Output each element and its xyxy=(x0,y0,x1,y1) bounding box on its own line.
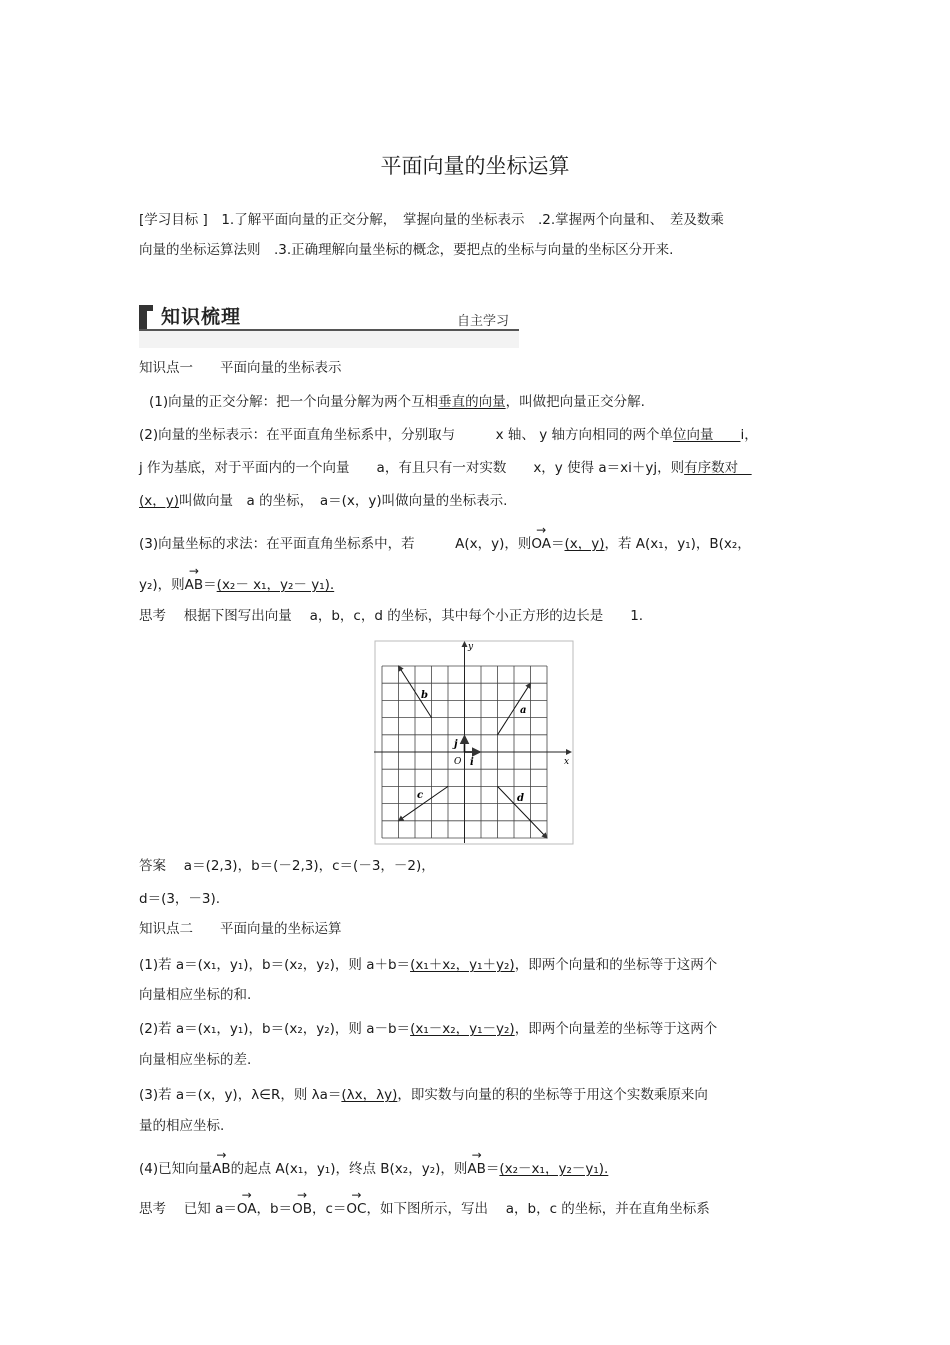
kp1-p2-line3-answer: (x，y) xyxy=(139,493,180,509)
kp2-r3-text-a: (3)若 a＝(x，y)，λ∈R，则 λa＝ xyxy=(139,1087,342,1103)
kp1-p2-line2-answer: 有序数对 xyxy=(684,460,752,476)
vector-d-label: d xyxy=(517,793,524,804)
vector-oc: → OC xyxy=(346,1199,366,1219)
vector-b-label: b xyxy=(421,690,428,701)
vector-ab: → AB xyxy=(185,575,204,595)
think-2-text-a: 思考 已知 a＝ xyxy=(139,1201,237,1217)
kp1-paragraph-2-line-2 xyxy=(139,458,752,478)
vector-ob: → OB xyxy=(292,1199,312,1219)
vector-oa: → OA xyxy=(531,534,551,554)
kp1-p3-line2-eq: ＝ xyxy=(203,577,217,593)
kp1-paragraph-2-line-3 xyxy=(139,491,507,511)
kp1-p3-line2-answer: (x₂－ x₁，y₂－ y₁). xyxy=(216,577,335,593)
think-1-answer-line-2: d＝(3，－3). xyxy=(139,891,221,907)
section-header-title: 知识梳理 xyxy=(161,306,242,328)
kp1-p2-line3-text: 叫做向量 a 的坐标， a＝(x，y)叫做向量的坐标表示. xyxy=(179,493,508,509)
kp2-rule-2-line-1 xyxy=(139,1019,717,1039)
kp2-r4-eq: ＝ xyxy=(485,1161,500,1177)
learning-goals-line-1: [学习目标 ] 1.了解平面向量的正交分解， 掌握向量的坐标表示 .2.掌握两个向量和、 差及数乘 xyxy=(139,212,724,228)
kp2-r4-text-b: 的起点 A(x₁，y₁)，终点 B(x₂，y₂)，则 xyxy=(230,1161,468,1177)
kp2-r4-text-a: (4)已知向量 xyxy=(139,1161,213,1177)
kp2-r2-text-b: ，即两个向量差的坐标等于这两个 xyxy=(514,1021,718,1037)
think-2-text-d: ，如下图所示，写出 a，b，c 的坐标，并在直角坐标系 xyxy=(366,1201,710,1217)
kp2-rule-2-line-2: 向量相应坐标的差. xyxy=(139,1052,252,1068)
think-2-text-b: ，b＝ xyxy=(256,1201,293,1217)
kp1-paragraph-3-line-1 xyxy=(139,534,751,554)
kp1-paragraph-2-line-1 xyxy=(139,425,758,445)
kp1-paragraph-3-line-2 xyxy=(139,575,334,595)
kp2-rule-1-line-2: 向量相应坐标的和. xyxy=(139,987,252,1003)
think-1-question: 思考 根据下图写出向量 a，b，c，d 的坐标，其中每个小正方形的边长是 1. xyxy=(139,608,644,624)
section-header-tag: 自主学习 xyxy=(457,314,510,329)
kp1-p3-text-a: (3)向量坐标的求法：在平面直角坐标系中，若 A(x，y)，则 xyxy=(139,536,532,552)
kp1-p3-line2-text: y₂)，则 xyxy=(139,577,185,593)
think-1-answer-line-1: 答案 a＝(2,3)，b＝(－2,3)，c＝(－3，－2)， xyxy=(139,858,435,874)
vector-oa-2: → OA xyxy=(237,1199,257,1219)
learning-goals-line-2: 向量的坐标运算法则 .3.正确理解向量坐标的概念，要把点的坐标与向量的坐标区分开来. xyxy=(139,242,674,258)
page-title: 平面向量的坐标运算 xyxy=(380,154,570,178)
kp2-r3-answer: (λx，λy) xyxy=(341,1087,398,1103)
think-2-text-c: ，c＝ xyxy=(311,1201,347,1217)
origin-label: O xyxy=(454,757,462,767)
unit-j-label: j xyxy=(454,739,458,750)
vector-grid-figure xyxy=(374,640,574,845)
kp1-p3-eq: ＝ xyxy=(551,536,565,552)
kp2-rule-3-line-1 xyxy=(139,1085,708,1105)
vector-ab-result: → AB xyxy=(467,1159,486,1179)
section-header xyxy=(139,302,519,348)
kp2-r2-text-a: (2)若 a＝(x₁，y₁)，b＝(x₂，y₂)，则 a－b＝ xyxy=(139,1021,411,1037)
kp1-p3-answer: (x，y) xyxy=(564,536,605,552)
kp1-p1-text-b: ，叫做把向量正交分解. xyxy=(505,394,645,410)
kp1-p2-line2-text: j 作为基底，对于平面内的一个向量 a，有且只有一对实数 x，y 使得 a＝xi＋yj，则 xyxy=(139,460,685,476)
kp2-rule-1-line-1 xyxy=(139,955,717,975)
kp1-p2-text-a: (2)向量的坐标表示：在平面直角坐标系中，分别取与 x 轴、 y 轴方向相同的两个单 xyxy=(139,427,673,443)
kp1-heading: 知识点一 平面向量的坐标表示 xyxy=(139,360,342,376)
kp2-r4-answer: (x₂－x₁，y₂－y₁). xyxy=(499,1161,609,1177)
kp1-p1-answer: 垂直的向量 xyxy=(438,394,506,410)
vector-a-label: a xyxy=(520,705,527,716)
kp2-heading: 知识点二 平面向量的坐标运算 xyxy=(139,921,342,937)
kp1-p3-text-b: ，若 A(x₁，y₁)，B(x₂， xyxy=(604,536,751,552)
vector-c-label: c xyxy=(417,790,424,801)
kp2-r2-answer: (x₁－x₂，y₁－y₂) xyxy=(410,1021,515,1037)
kp2-r1-text-b: ，即两个向量和的坐标等于这两个 xyxy=(514,957,718,973)
kp2-r1-answer: (x₁＋x₂，y₁＋y₂) xyxy=(410,957,515,973)
kp1-paragraph-1 xyxy=(149,392,645,412)
kp1-p1-text-a: (1)向量的正交分解：把一个向量分解为两个互相 xyxy=(149,394,439,410)
kp1-p2-answer: 位向量 xyxy=(672,427,741,443)
unit-i-label: i xyxy=(470,757,474,768)
x-axis-label: x xyxy=(564,757,570,767)
vector-ab-start: → AB xyxy=(212,1159,231,1179)
y-axis-label: y xyxy=(468,642,474,652)
kp2-rule-4 xyxy=(139,1159,608,1179)
think-2-question xyxy=(139,1199,710,1219)
kp1-p2-text-b: i， xyxy=(740,427,758,443)
vector-grid-svg xyxy=(374,640,574,845)
kp2-r1-text-a: (1)若 a＝(x₁，y₁)，b＝(x₂，y₂)，则 a＋b＝ xyxy=(139,957,411,973)
kp2-rule-3-line-2: 量的相应坐标. xyxy=(139,1118,225,1134)
kp2-r3-text-b: ，即实数与向量的积的坐标等于用这个实数乘原来向 xyxy=(397,1087,708,1103)
